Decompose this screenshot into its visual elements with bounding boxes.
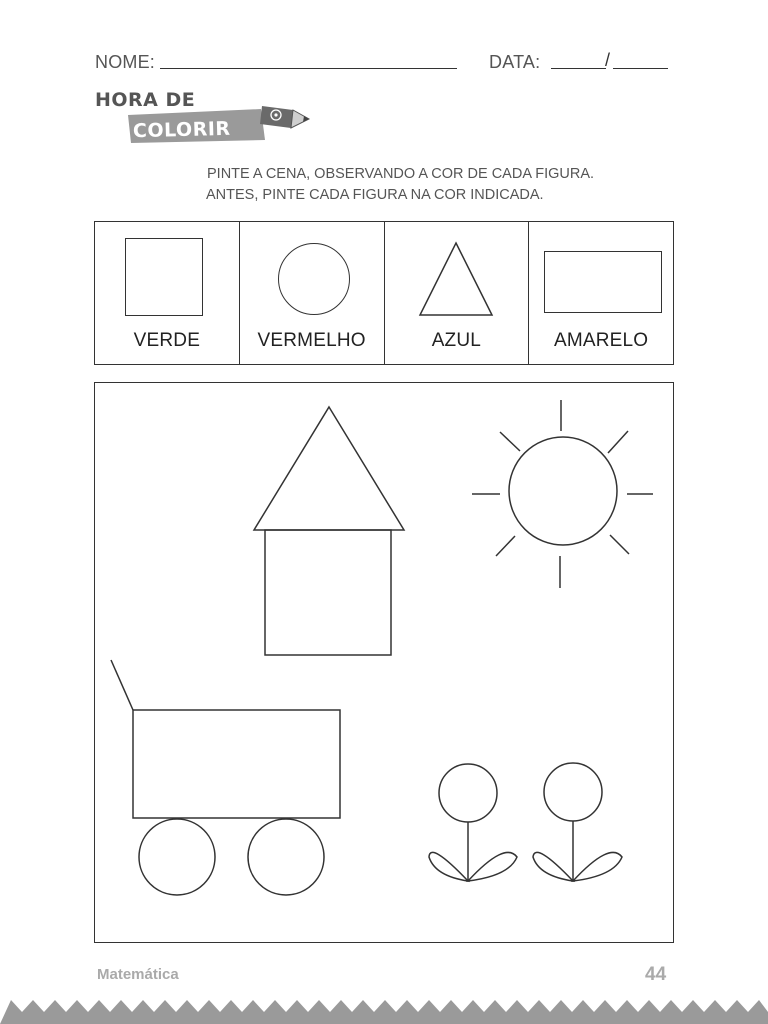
scene-drawing [95,383,672,941]
footer-subject: Matemática [97,966,179,983]
house-body-square[interactable] [265,530,391,655]
cart-wheel-left[interactable] [139,819,215,895]
cart-figure [111,660,340,895]
legend-label-verde: VERDE [133,330,201,351]
sun-rays [472,400,653,588]
flower-1-circle[interactable] [439,764,497,822]
flower-2-circle[interactable] [544,763,602,821]
moon-bullet-icon [186,166,202,182]
legend-label-amarelo: AMARELO [553,330,649,351]
cart-handle [111,660,133,710]
legend-cell-circle [240,222,385,364]
page-number: 44 [645,964,667,985]
flower-1-leaf-left[interactable] [429,852,468,881]
legend-label-azul: AZUL [431,330,482,351]
name-label: NOME: [95,52,156,72]
circle-shape[interactable] [278,243,350,315]
legend-cell-square [95,222,240,364]
flower-1-leaf-right[interactable] [468,852,517,881]
color-legend [94,221,674,365]
logo-line1: HORA DE [95,89,196,111]
cart-body-rectangle[interactable] [133,710,340,818]
legend-label-vermelho: VERMELHO [257,330,366,351]
triangle-shape[interactable] [417,240,495,318]
legend-cell-rectangle [529,222,673,364]
coloring-scene [94,382,674,943]
date-label: DATA: [489,52,541,72]
sun-circle[interactable] [509,437,617,545]
name-field[interactable] [160,68,457,69]
house-roof-triangle[interactable] [254,407,404,530]
cart-wheel-right[interactable] [248,819,324,895]
flower-figure-2 [533,763,622,881]
legend-cell-triangle [385,222,530,364]
house-figure [254,407,404,655]
logo-line2: COLORIR [132,117,231,143]
pencil-icon [260,106,309,128]
instruction-line1: PINTE A CENA, OBSERVANDO A COR DE CADA FIGURA. [207,166,595,182]
zigzag-border [0,996,768,1024]
instruction-line2: ANTES, PINTE CADA FIGURA NA COR INDICADA. [206,187,544,203]
square-shape[interactable] [125,238,203,316]
date-month-field[interactable] [613,68,668,69]
date-separator: / [605,50,611,70]
flower-2-leaf-right[interactable] [573,852,622,881]
date-day-field[interactable] [551,68,606,69]
rectangle-shape[interactable] [544,251,662,313]
sun-figure [472,400,653,588]
flower-figure-1 [429,764,517,881]
flower-2-leaf-left[interactable] [533,852,573,881]
